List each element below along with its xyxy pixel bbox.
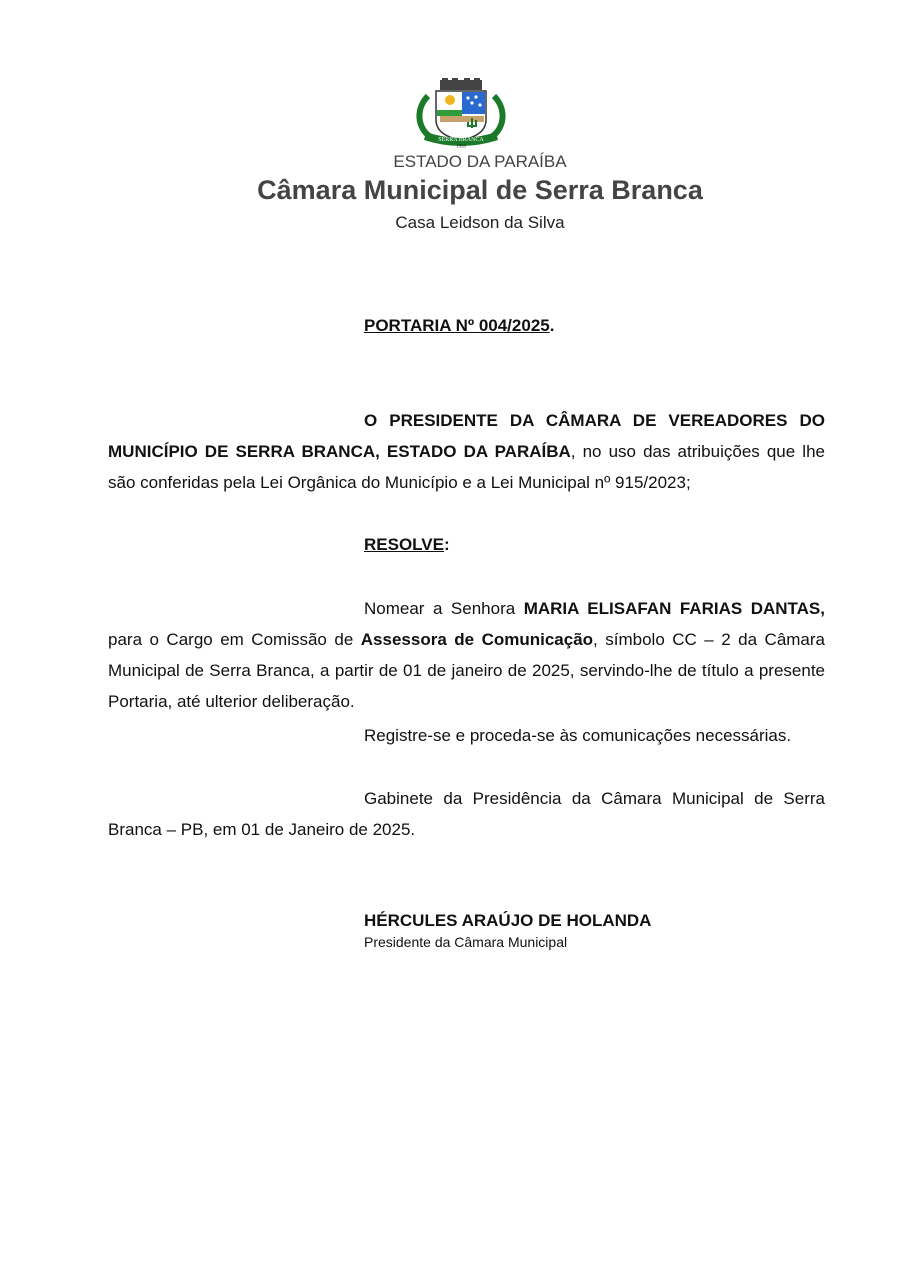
body-rest: , símbolo CC – 2 da Câmara Municipal de Serra Branca, a partir de 01 de janeiro de 2025, servindo-lhe de título a presente Portaria, até ulterior deliberação. <box>108 630 826 711</box>
preamble-bold: O PRESIDENTE DA CÂMARA DE VEREADORES DO MUNICÍPIO DE SERRA BRANCA, ESTADO DA PARAÍBA <box>108 411 825 461</box>
signature-name: HÉRCULES ARAÚJO DE HOLANDA <box>364 911 652 930</box>
body-mid: para o Cargo em Comissão de <box>108 630 361 649</box>
signature-role: Presidente da Câmara Municipal <box>364 934 568 950</box>
seal-year-text: 1959 <box>456 144 466 148</box>
coat-of-arms-icon <box>414 78 508 148</box>
header-house: Casa Leidson da Silva <box>395 213 565 232</box>
header-state: ESTADO DA PARAÍBA <box>393 152 567 171</box>
register-line: Registre-se e proceda-se às comunicações necessárias. <box>364 726 792 745</box>
body-lead: Nomear a Senhora <box>364 599 524 618</box>
document-title-text: PORTARIA Nº 004/2025 <box>364 316 550 335</box>
preamble-paragraph <box>108 405 825 498</box>
header-institution: Câmara Municipal de Serra Branca <box>257 175 703 205</box>
body-name: MARIA ELISAFAN FARIAS DANTAS, <box>523 599 825 618</box>
seal-banner-text: SERRA BRANCA <box>438 137 484 143</box>
body-paragraph <box>108 593 825 717</box>
document-title-dot: . <box>549 316 555 335</box>
document-title <box>364 316 554 336</box>
preamble-rest: , no uso das atribuições que lhe são conferidas pela Lei Orgânica do Município e a Lei Municipal nº 915/2023; <box>108 442 825 492</box>
resolve-text: RESOLVE <box>364 535 444 554</box>
resolve-colon: : <box>443 535 450 554</box>
resolve-heading <box>364 535 450 555</box>
body-role: Assessora de Comunicação <box>360 630 594 649</box>
closing-paragraph: Gabinete da Presidência da Câmara Municipal de Serra Branca – PB, em 01 de Janeiro de 2025. <box>108 789 825 839</box>
